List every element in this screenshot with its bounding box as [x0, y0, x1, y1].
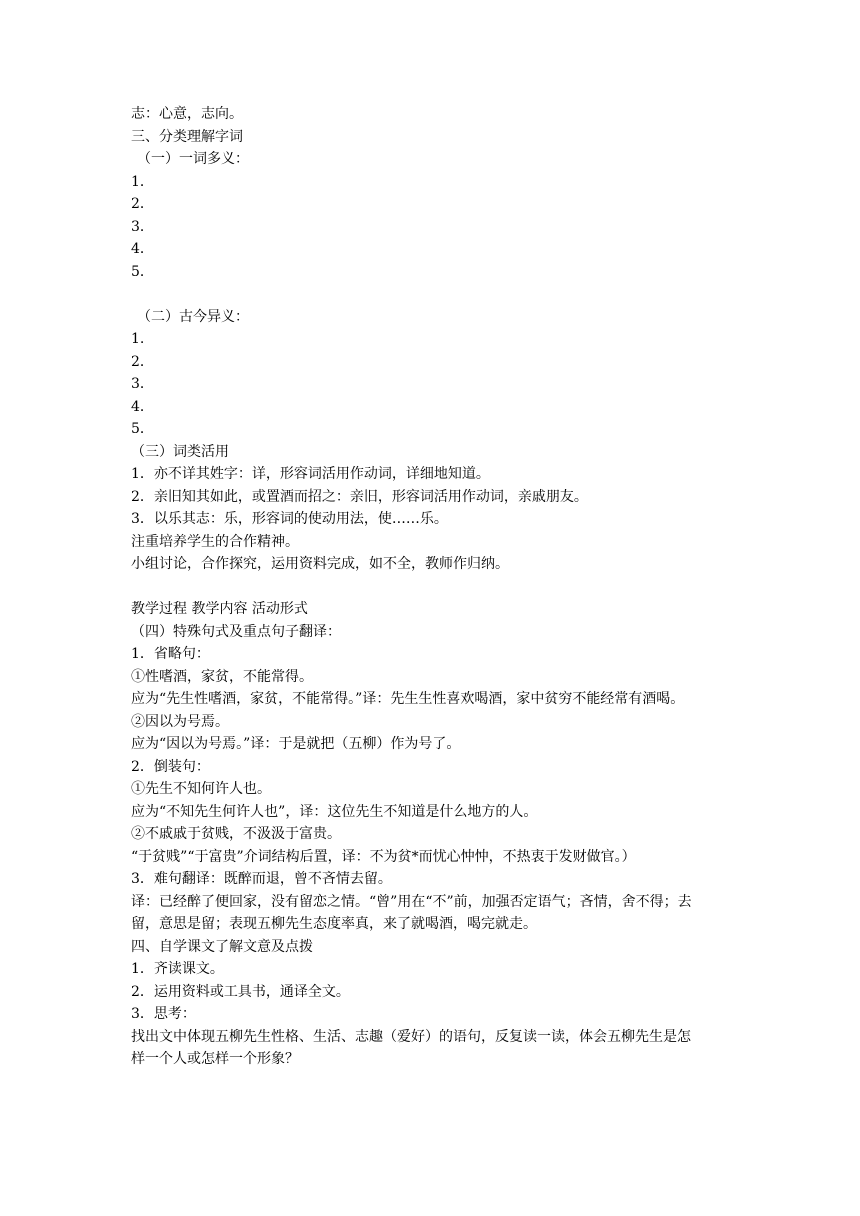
text-line: ②因以为号焉。	[131, 713, 229, 730]
list-item: 2．	[131, 196, 154, 212]
text-line: 3．思考：	[131, 1006, 196, 1022]
text-line: “于贫贱”“于富贵”介词结构后置，译：不为贫*而忧心忡忡，不热衷于发财做官。）	[131, 848, 636, 865]
subsection-heading: （一）一词多义：	[137, 151, 249, 167]
table-header-text: 教学过程 教学内容 活动形式	[131, 601, 308, 617]
text-line: 译：已经醉了便回家，没有留恋之情。“曾”用在“不”前，加强否定语气；吝情，舍不得；去	[131, 893, 692, 910]
text-line: 找出文中体现五柳先生性格、生活、志趣（爱好）的语句，反复读一读，体会五柳先生是怎	[131, 1028, 691, 1045]
text-line: 1．省略句：	[131, 646, 210, 662]
text-line: 3．以乐其志：乐，形容词的使动用法，使……乐。	[131, 511, 448, 527]
blank-line	[131, 576, 741, 599]
text-line: ①性嗜酒，家贫，不能常得。	[131, 668, 313, 685]
list-item: 3．	[131, 376, 154, 392]
list-item: 2．	[131, 353, 154, 370]
text-line: 注重培养学生的合作精神。	[131, 533, 299, 550]
list-item: 3．	[131, 218, 154, 235]
text-line: 应为“因以为号焉。”译：于是就把（五柳）作为号了。	[131, 736, 461, 752]
section-heading: 三、分类理解字词	[131, 128, 243, 145]
subsection-heading: （三）词类活用	[131, 443, 229, 460]
subsection-heading: （二）古今异义：	[137, 308, 249, 325]
list-item: 5．	[131, 263, 154, 280]
text-line: 1．齐读课文。	[131, 961, 224, 977]
list-item: 1．	[131, 173, 154, 190]
list-item: 4．	[131, 398, 154, 415]
list-item: 4．	[131, 241, 154, 257]
text-line: 应为“不知先生何许人也”，译：这位先生不知道是什么地方的人。	[131, 803, 538, 820]
text-line: 留，意思是留；表现五柳先生态度率真，来了就喝酒，喝完就走。	[131, 916, 537, 932]
text-line: 2．亲旧知其如此，或置酒而招之：亲旧，形容词活用作动词，亲戚朋友。	[131, 488, 588, 505]
text-line: 1．亦不详其姓字：详，形容词活用作动词，详细地知道。	[131, 466, 490, 482]
list-item: 5．	[131, 421, 154, 437]
text-line: ②不戚戚于贫贱，不汲汲于富贵。	[131, 826, 341, 842]
subsection-heading: （四）特殊句式及重点句子翻译：	[131, 623, 341, 640]
text-line: ①先生不知何许人也。	[131, 781, 271, 797]
text-line: 2．倒装句：	[131, 758, 210, 775]
text-line: 样一个人或怎样一个形象？	[131, 1051, 299, 1067]
section-heading: 四、自学课文了解文意及点拨	[131, 938, 313, 955]
list-item: 1.	[131, 331, 145, 347]
text-line: 2．运用资料或工具书，通译全文。	[131, 983, 350, 1000]
text-line: 志：心意，志向。	[131, 106, 243, 122]
text-line: 小组讨论，合作探究，运用资料完成，如不全，教师作归纳。	[131, 556, 509, 572]
document-page	[131, 103, 741, 1071]
text-line: 应为“先生性嗜酒，家贫，不能常得。”译：先生生性喜欢喝酒，家中贫穷不能经常有酒喝。	[131, 691, 685, 707]
text-line: 3．难句翻译：既醉而退，曾不吝情去留。	[131, 871, 392, 887]
blank-line	[131, 283, 741, 306]
